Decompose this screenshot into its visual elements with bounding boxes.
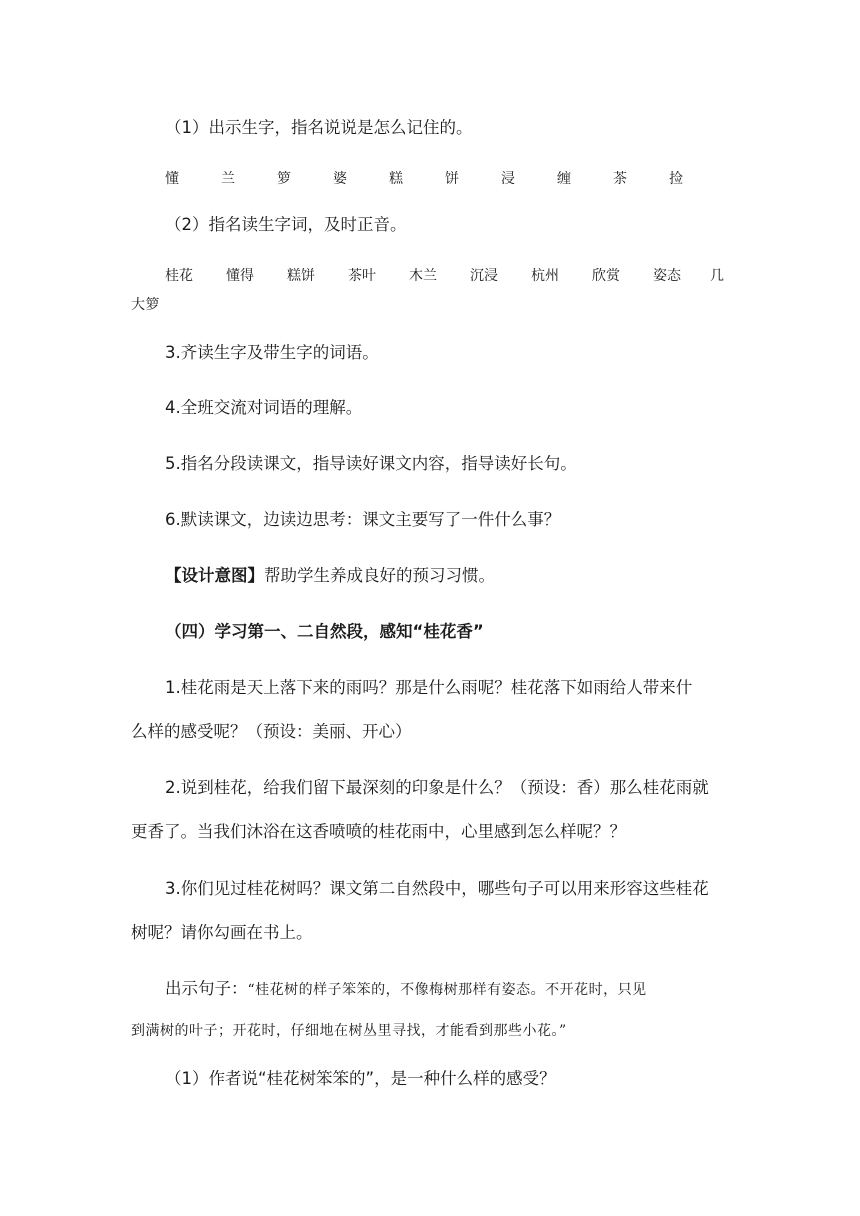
question-1-line-2: 么样的感受呢？（预设：美丽、开心） — [131, 722, 412, 741]
word-wrap: 大箩 — [131, 297, 160, 313]
word-item: 欣赏 — [592, 268, 620, 284]
word-item: 桂花 — [165, 268, 193, 284]
step-read-words: （2）指名读生字词，及时正音。 — [165, 215, 407, 234]
question-2-line-2: 更香了。当我们沐浴在这香喷喷的桂花雨中，心里感到怎么样呢？？ — [131, 822, 626, 841]
show-sentence-line-1 — [165, 978, 647, 1001]
step-read-paragraphs: 5.指名分段读课文，指导读好课文内容，指导读好长句。 — [165, 454, 577, 473]
step-show-characters: （1）出示生字，指名说说是怎么记住的。 — [165, 118, 473, 137]
character-item: 捡 — [669, 171, 683, 187]
character-item: 饼 — [445, 171, 459, 187]
character-item: 浸 — [501, 171, 515, 187]
question-3-line-1: 3.你们见过桂花树吗？课文第二自然段中，哪些句子可以用来形容这些桂花 — [165, 879, 709, 898]
word-item: 几 — [710, 268, 724, 284]
new-words-list — [165, 265, 724, 287]
step-read-together: 3.齐读生字及带生字的词语。 — [165, 343, 379, 362]
new-characters-list — [165, 168, 725, 190]
character-item: 糕 — [389, 171, 403, 187]
character-item: 兰 — [221, 171, 235, 187]
section-heading: （四）学习第一、二自然段，感知“桂花香” — [165, 622, 484, 641]
word-item: 杭州 — [531, 268, 559, 284]
character-item: 懂 — [165, 171, 179, 187]
character-item: 茶 — [613, 171, 627, 187]
word-item: 茶叶 — [348, 268, 376, 284]
word-item: 姿态 — [653, 268, 681, 284]
show-sentence-label: 出示句子： — [165, 979, 248, 998]
design-intent-text: 帮助学生养成良好的预习习惯。 — [264, 566, 495, 585]
word-item: 懂得 — [226, 268, 254, 284]
question-2-line-1: 2.说到桂花，给我们留下最深刻的印象是什么？（预设：香）那么桂花雨就 — [165, 778, 709, 797]
question-1-line-1: 1.桂花雨是天上落下来的雨吗？那是什么雨呢？桂花落下如雨给人带来什 — [165, 678, 693, 697]
design-intent — [165, 565, 495, 587]
character-item: 缠 — [557, 171, 571, 187]
show-sentence-line-2: 到满树的叶子；开花时，仔细地在树丛里寻找，才能看到那些小花。” — [131, 1023, 567, 1039]
step-silent-reading: 6.默读课文，边读边思考：课文主要写了一件什么事？ — [165, 510, 561, 529]
character-item: 箩 — [277, 171, 291, 187]
word-item: 木兰 — [409, 268, 437, 284]
show-sentence-quote: “桂花树的样子笨笨的，不像梅树那样有姿态。不开花时，只见 — [247, 982, 647, 998]
design-intent-label: 【设计意图】 — [165, 566, 264, 585]
sub-question-1: （1）作者说“桂花树笨笨的”，是一种什么样的感受？ — [165, 1069, 556, 1088]
word-item: 糕饼 — [287, 268, 315, 284]
character-item: 婆 — [333, 171, 347, 187]
word-item: 沉浸 — [470, 268, 498, 284]
step-discuss-words: 4.全班交流对词语的理解。 — [165, 398, 363, 417]
question-3-line-2: 树呢？请你勾画在书上。 — [131, 923, 313, 942]
